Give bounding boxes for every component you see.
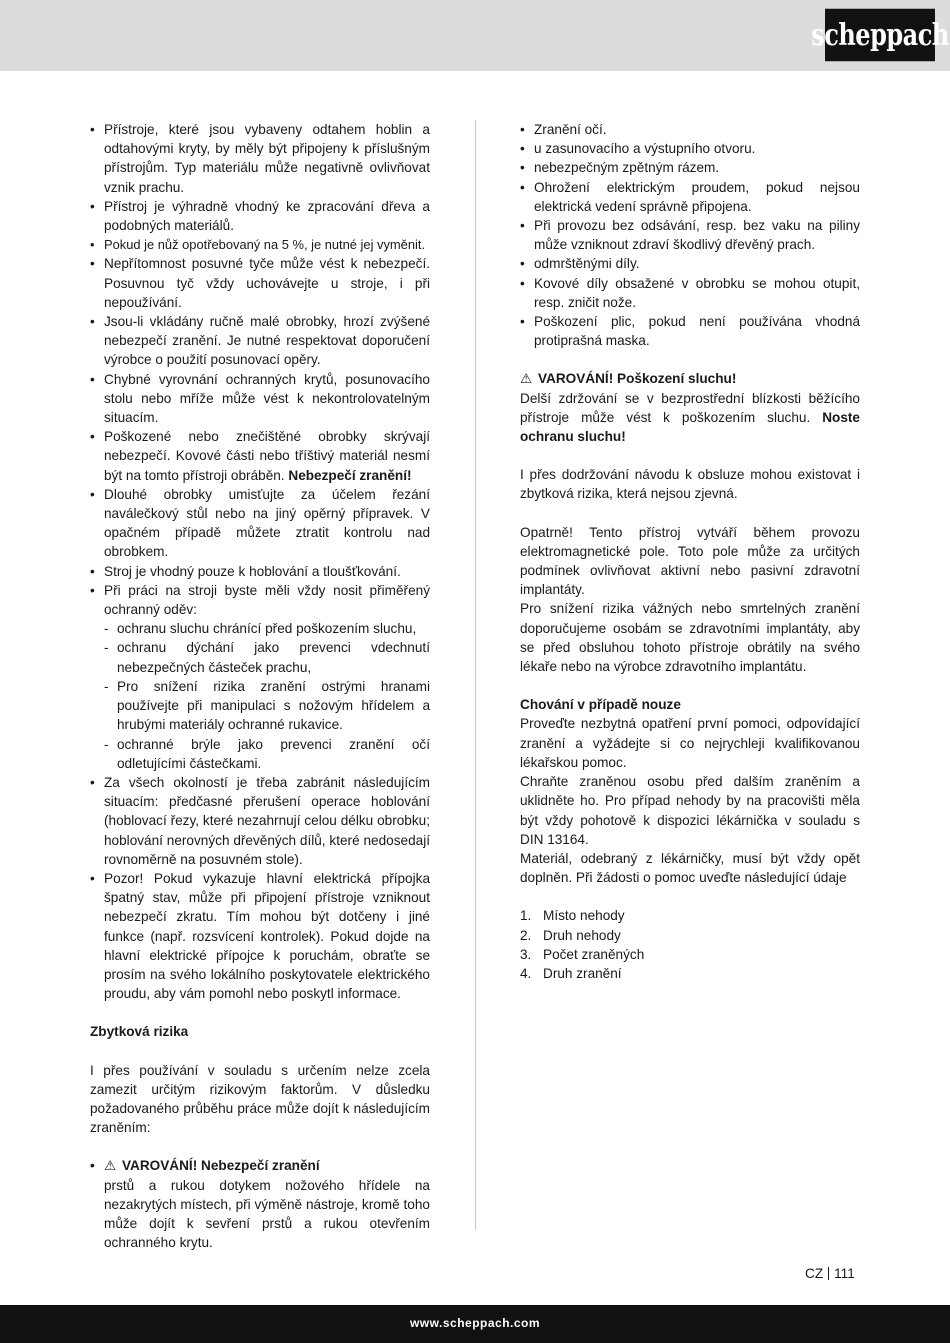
page-number — [805, 1264, 855, 1283]
spacer — [90, 1042, 430, 1061]
list-item: • Ohrožení elektrickým proudem, pokud nejsou elektrická vedení správně připojena. — [520, 178, 860, 216]
list-item: • Kovové díly obsažené v obrobku se mohou otupit, resp. zničit nože. — [520, 274, 860, 312]
safety-bullet-list — [90, 120, 430, 1003]
list-item: • Chybné vyrovnání ochranných krytů, posunovacího stolu nebo mříže může vést k nekontrolovatelným situacím. — [90, 370, 430, 428]
dash-item: - Pro snížení rizika zranění ostrými hranami používejte při manipulaci s nožovým hřídelem a hrubými materiály ochranné rukavice. — [104, 677, 430, 735]
wear-hearing-protection-text: Noste ochranu sluchu! — [520, 409, 860, 445]
warning-text: prstů a rukou dotykem nožového hřídele na nezakrytých místech, při výměně nástroje, kromě toho může dojít k sevření prstů a rukou otevřením ochranného krytu. — [104, 1177, 430, 1251]
implant-advice-paragraph: Pro snížení rizika vážných nebo smrtelných zranění doporučujeme osobám se zdravotními implantáty, aby se před obsluhou tohoto přístroje obrátily na svého lékaře nebo na výrobce zdravotního implantátu. — [520, 601, 860, 675]
residual-risks-heading: Zbytková rizika — [90, 1024, 189, 1040]
footer-bar — [0, 1305, 950, 1343]
injury-warning-text: Nebezpečí zranění! — [288, 467, 412, 483]
list-item-text: Druh zranění — [543, 965, 622, 981]
list-item: • Při provozu bez odsávání, resp. bez vaku na piliny může vzniknout zdraví škodlivý dřevěný prach. — [520, 216, 860, 254]
list-item: • Nepřítomnost posuvné tyče může vést k nebezpečí. Posuvnou tyč vždy uchovávejte u stroje, i při nepoužívání. — [90, 254, 430, 312]
spacer — [520, 446, 860, 465]
list-number: 3. — [520, 946, 532, 962]
list-item: • nebezpečným zpětným rázem. — [520, 158, 860, 177]
list-item: • u zasunovacího a výstupního otvoru. — [520, 139, 860, 158]
right-column — [520, 120, 860, 983]
list-number: 4. — [520, 965, 532, 981]
protective-gear-list — [104, 619, 430, 773]
header-band — [0, 0, 950, 71]
language-code: CZ — [805, 1266, 824, 1281]
emf-warning-paragraph: Opatrně! Tento přístroj vytváří během provozu elektromagnetické pole. Toto pole může za určitých podmínek ovlivňovat aktivní nebo pasivní zdravotní implantáty. — [520, 524, 860, 598]
injury-warning-item — [90, 1156, 430, 1252]
list-item: • Poškození plic, pokud není používána vhodná protiprašná maska. — [520, 312, 860, 350]
scheppach-logo: scheppach — [825, 9, 935, 62]
list-item: • Dlouhé obrobky umisťujte za účelem řezání naválečkový stůl nebo na jiný opěrný přípravek. V opačném případě můžete ztratit kontrolu nad obrobkem. — [90, 485, 430, 562]
hearing-warning-heading — [520, 369, 860, 388]
list-item: • Stroj je vhodný pouze k hoblování a tloušťkování. — [90, 562, 430, 581]
dash-item: - ochranu dýchání jako prevenci vdechnutí nebezpečných částeček prachu, — [104, 638, 430, 676]
hearing-warning-text — [520, 389, 860, 447]
spacer — [520, 504, 860, 523]
list-item: • Zranění očí. — [520, 120, 860, 139]
emergency-heading: Chování v případě nouze — [520, 697, 681, 713]
emergency-paragraph: Proveďte nezbytná opatření první pomoci, odpovídající zranění a vyžádejte si co nejrychleji kvalifikovanou lékařskou pomoc. — [520, 716, 860, 770]
residual-risk-paragraph: I přes dodržování návodu k obsluze mohou existovat i zbytková rizika, která nejsou zjevná. — [520, 467, 860, 502]
injury-bullet-list — [520, 120, 860, 350]
warning-title: VAROVÁNÍ! Poškození sluchu! — [537, 371, 737, 387]
list-item-text: Při práci na stroji byste měli vždy nosit přiměřený ochranný oděv: — [104, 582, 430, 618]
list-number: 1. — [520, 908, 532, 924]
list-item: • Za všech okolností je třeba zabránit následujícím situacím: předčasné přerušení operace hoblování (hoblovací řezy, které nezahrnují celou délku obrobku; hoblování nerovných dřevěných dílů, které nedosedají rovnoměrně na posuvném stole). — [90, 773, 430, 869]
warning-triangle-icon: ⚠ — [104, 1158, 117, 1174]
spacer — [90, 1003, 430, 1022]
list-item: • odmrštěnými díly. — [520, 254, 860, 273]
page-number-value: 111 — [834, 1266, 855, 1281]
emergency-info-list — [520, 906, 860, 983]
spacer — [520, 676, 860, 695]
list-item — [90, 581, 430, 773]
residual-risks-text: I přes používání v souladu s určením nelze zcela zamezit určitým rizikovým faktorům. V důsledku požadovaného průběhu práce může dojít k následujícím zraněním: — [90, 1062, 430, 1136]
emergency-paragraph: Materiál, odebraný z lékárničky, musí být vždy opět doplněn. Při žádosti o pomoc uveďte následující údaje — [520, 850, 860, 886]
list-item: • Pozor! Pokud vykazuje hlavní elektrická přípojka špatný stav, může při připojení přístroje vzniknout nebezpečí zkratu. Tím mohou být dotčeny i jiné funkce (např. rozsvícení kontrolek). Pokud dojde na hlavní elektrické přípojce k poruchám, obraťte se prosím na svého lokálního poskytovatele elektrického proudu, aby vám pomohl nebo poskytl informace. — [90, 869, 430, 1003]
warning-title: VAROVÁNÍ! Nebezpečí zranění — [121, 1158, 320, 1174]
left-column — [90, 120, 430, 1252]
column-divider — [475, 120, 476, 1230]
list-item-text: Poškozené nebo znečištěné obrobky skrývají nebezpečí. Kovové části nebo tříštivý materiál nesmí být na tomto přístroji obráběn. — [104, 429, 430, 483]
list-item: • Přístroje, které jsou vybaveny odtahem hoblin a odtahovými kryty, by měly být připojeny k příslušným přístrojům. Typ materiálu může negativně ovlivňovat vznik prachu. — [90, 120, 430, 197]
list-item — [520, 926, 860, 945]
spacer — [520, 887, 860, 906]
dash-item: - ochranné brýle jako prevenci zranění očí odletujícími částečkami. — [104, 735, 430, 773]
warning-triangle-icon: ⚠ — [520, 371, 533, 387]
list-item: • Přístroj je výhradně vhodný ke zpracování dřeva a podobných materiálů. — [90, 197, 430, 235]
list-number: 2. — [520, 927, 532, 943]
dash-item: - ochranu sluchu chránící před poškozením sluchu, — [104, 619, 430, 638]
warning-text: Delší zdržování se v bezprostřední blízkosti běžícího přístroje může vést k poškozením sluchu. — [520, 390, 860, 425]
page-separator — [828, 1267, 829, 1280]
spacer — [90, 1137, 430, 1156]
footer-url[interactable]: www.scheppach.com — [409, 1316, 541, 1331]
list-item — [90, 427, 430, 485]
list-item-text: Počet zraněných — [543, 946, 645, 962]
emergency-paragraph: Chraňte zraněnou osobu před dalším zraněním a uklidněte ho. Pro případ nehody by na pracovišti měla být vždy pohotově k dispozici lékárnička v souladu s DIN 13164. — [520, 774, 860, 847]
list-item: • Pokud je nůž opotřebovaný na 5 %, je nutné jej vyměnit. — [90, 235, 430, 254]
list-item-text: Místo nehody — [543, 908, 625, 924]
list-item — [520, 906, 860, 925]
list-item-text: Druh nehody — [543, 927, 621, 943]
list-item — [520, 964, 860, 983]
spacer — [520, 350, 860, 369]
list-item: • Jsou-li vkládány ručně malé obrobky, hrozí zvýšené nebezpečí zranění. Je nutné respektovat doporučení výrobce o použití posunovací opěry. — [90, 312, 430, 370]
list-item — [520, 945, 860, 964]
